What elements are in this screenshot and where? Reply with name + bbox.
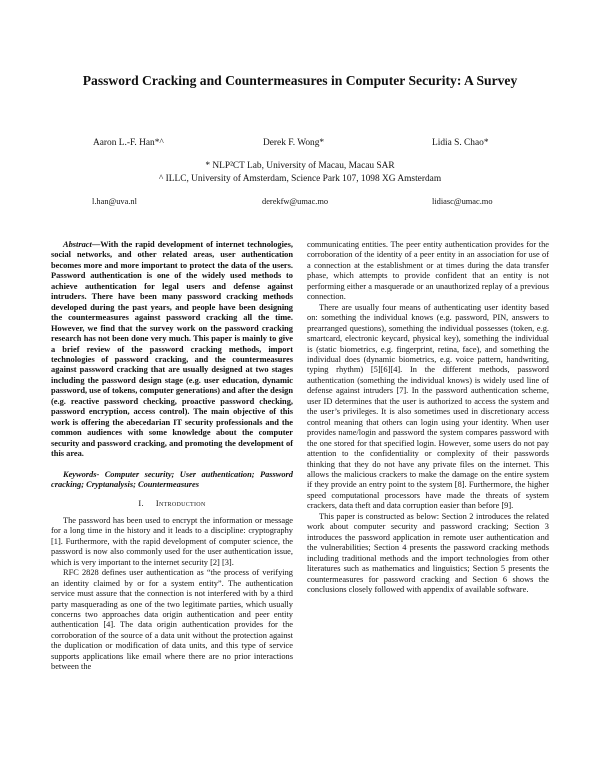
author-3: Lidia S. Chao* [432, 138, 489, 148]
paragraph: The password has been used to encrypt the information or message for a long time in the history and it leads to a discipline: cryptography [1]. Furthermore, with the rapid development of computer science, the password is now also commonly used for the user authentication issue, which is very important to the internet security [2] [3]. [51, 515, 293, 567]
left-column [51, 240, 293, 673]
paragraph: RFC 2828 defines user authentication as “the process of verifying an identity claimed by or for a system entity”. The authentication service must assure that the connection is not interfered with by a third party masquerading as one of the two legitimate parties, which usually concerns two approaches data origin authentication and peer entity authentication [4]. The data origin authentication provides for the corroboration of the source of a data unit without the protection against the duplication or modification of data units, and this type of service supports applications like email where there are no prior interactions between the [51, 568, 293, 672]
paragraph: This paper is constructed as below: Section 2 introduces the related work about computer security and password cracking; Section 3 introduces the password application in remote user authentication and the vulnerabilities; Section 4 presents the password cracking methods including traditional methods and the import technologies from other literatures such as mathematics and linguistics; Section 5 presents the countermeasures for password cracking and Section 6 shows the conclusions closely followed with appendix of available software. [307, 511, 549, 594]
abstract-label: Abstract— [63, 240, 101, 249]
section-title: Introduction [155, 499, 206, 509]
email-3: lidiasc@umac.mo [432, 197, 493, 206]
keywords: Keywords- Computer security; User authentication; Password cracking; Cryptanalysis; Countermeasures [51, 469, 293, 489]
paper-title: Password Cracking and Countermeasures in Computer Security: A Survey [82, 73, 518, 88]
email-1: l.han@uva.nl [92, 197, 137, 206]
author-2: Derek F. Wong* [263, 138, 325, 148]
section-number: I. [138, 499, 144, 509]
abstract [51, 240, 293, 460]
right-column [307, 240, 549, 595]
section-heading [51, 499, 293, 509]
email-2: derekfw@umac.mo [262, 197, 329, 206]
affiliation-1: * NLP²CT Lab, University of Macau, Macau SAR [205, 161, 395, 171]
author-1: Aaron L.-F. Han*^ [93, 138, 164, 148]
paragraph: There are usually four means of authenticating user identity based on: something the individual knows (e.g. password, PIN, answers to prearranged questions), something the individual possesses (token, e.g. smartcard, electronic keycard, physical key), something the individual is (static biometrics, e.g. fingerprint, retina, face), and something the individual does (dynamic biometrics, e.g. voice pattern, handwriting, typing rhythm) [5][6][4]. In the different methods, password authentication (something the individual knows) is widely used line of defense against intruders [7]. In the password authentication scheme, user ID determines that the user is authorized to access the system and the user’s privileges. It is also sometimes used in discretionary access control meaning that others can login using your identity. When user provides name/login and password the system compares password with the one stored for that specified login. However, some users do not pay attention to the confidentiality or complexity of their passwords thinking that they do not have any private files on the internet. This allows the malicious crackers to make the damage on the entire system if they provide an entry point to the system [8]. Furthermore, the higher speed computational processors have made the threats of system crackers, data theft and data corruption easier than before [9]. [307, 302, 549, 511]
affiliation-2: ^ ILLC, University of Amsterdam, Science Park 107, 1098 XG Amsterdam [158, 174, 442, 184]
paragraph: communicating entities. The peer entity authentication provides for the corroboration of the identity of a peer entity in an association for use of a connection at the establishment or at times during the data transfer phase, which attempts to provide confident that an entity is not performing either a masquerade or an unauthorized replay of a previous connection. [307, 240, 549, 302]
abstract-text: With the rapid development of internet technologies, social networks, and other related areas, user authentication becomes more and more important to protect the data of the users. Password authentication is one of the widely used methods to achieve authentication for legal users and defense against intruders. There have been many password cracking methods developed during the past years, and people have been designing the countermeasures against password cracking all the time. However, we find that the survey work on the password cracking research has not been done very much. This paper is mainly to give a brief review of the password cracking methods, import technologies of password cracking, and the countermeasures against password cracking that are usually designed at two stages including the password design stage (e.g. user education, dynamic password, use of tokens, computer generations) and after the design (e.g. reactive password checking, proactive password checking, password encryption, access control). The main objective of this work is offering the abecedarian IT security professionals and the common audiences with some knowledge about the computer security and password cracking, and promoting the development of this area. [51, 240, 293, 459]
